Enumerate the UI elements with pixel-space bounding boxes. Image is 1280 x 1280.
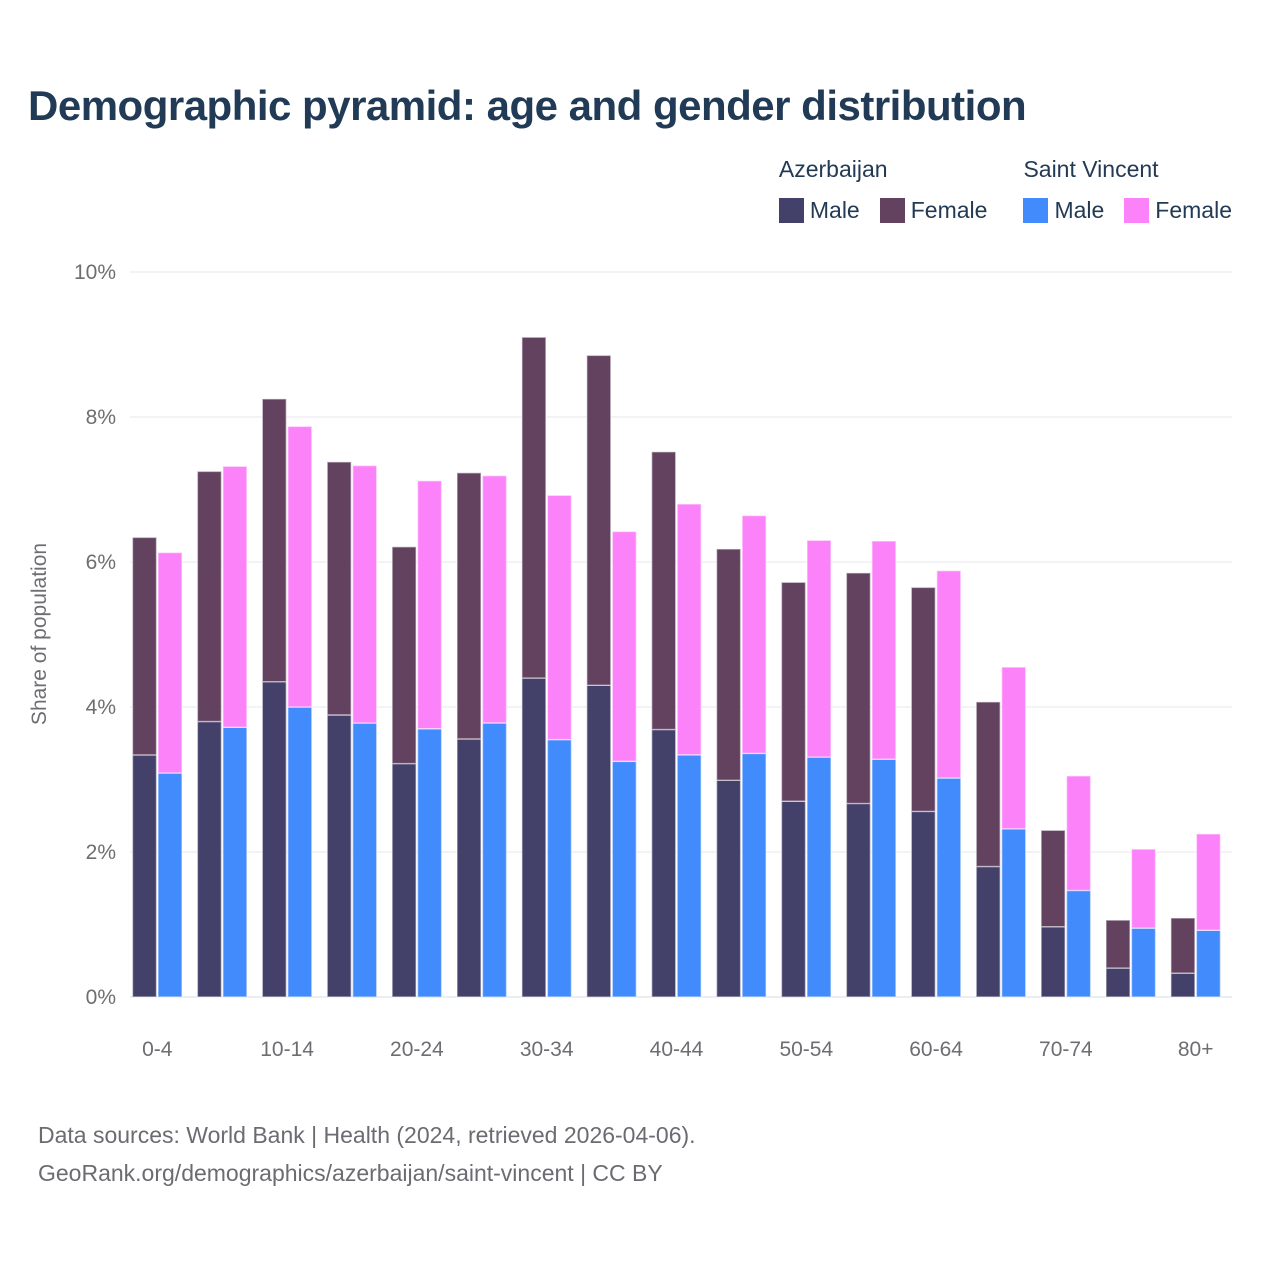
legend-group-title-saint-vincent: Saint Vincent (1023, 156, 1159, 182)
bar-segment-saint-vincent-female-75-79[interactable] (1132, 849, 1156, 928)
bar-segment-azerbaijan-male-25-29[interactable] (457, 739, 481, 997)
bar-segment-azerbaijan-male-15-19[interactable] (327, 715, 351, 997)
chart-title: Demographic pyramid: age and gender distribution (28, 82, 1027, 129)
bar-segment-saint-vincent-male-20-24[interactable] (418, 729, 442, 997)
bar-segment-saint-vincent-male-70-74[interactable] (1067, 890, 1091, 997)
x-tick-label-40-44: 40-44 (649, 1038, 704, 1061)
bar-segment-azerbaijan-male-50-54[interactable] (782, 801, 806, 997)
bar-segment-azerbaijan-female-5-9[interactable] (197, 471, 221, 721)
bar-segment-azerbaijan-male-70-74[interactable] (1041, 927, 1065, 997)
y-axis-title: Share of population (28, 542, 51, 726)
bar-segment-azerbaijan-female-70-74[interactable] (1041, 830, 1065, 926)
bar-segment-saint-vincent-female-0-4[interactable] (158, 553, 182, 773)
legend-label-saint-vincent-female: Female (1155, 197, 1232, 223)
bar-segment-saint-vincent-female-35-39[interactable] (612, 532, 636, 762)
x-tick-label-80-: 80+ (1177, 1038, 1214, 1061)
bar-segment-azerbaijan-female-35-39[interactable] (587, 355, 611, 685)
bar-segment-saint-vincent-female-15-19[interactable] (353, 466, 377, 723)
y-tick-label-0pct: 0% (85, 986, 116, 1009)
bar-segment-azerbaijan-male-35-39[interactable] (587, 685, 611, 997)
bar-segment-saint-vincent-male-45-49[interactable] (742, 753, 766, 997)
bar-segment-azerbaijan-female-45-49[interactable] (717, 549, 741, 780)
legend-group-title-azerbaijan: Azerbaijan (778, 156, 888, 182)
bar-segment-azerbaijan-female-20-24[interactable] (392, 547, 416, 764)
bar-segment-saint-vincent-male-25-29[interactable] (483, 723, 507, 997)
bar-segment-saint-vincent-male-5-9[interactable] (223, 727, 247, 997)
bar-segment-saint-vincent-male-50-54[interactable] (807, 757, 831, 997)
x-tick-label-20-24: 20-24 (390, 1038, 444, 1061)
bar-segment-azerbaijan-male-20-24[interactable] (392, 764, 416, 998)
x-tick-label-60-64: 60-64 (909, 1038, 963, 1061)
bar-segment-azerbaijan-male-5-9[interactable] (197, 722, 221, 998)
bar-segment-saint-vincent-male-75-79[interactable] (1132, 928, 1156, 997)
y-tick-label-6pct: 6% (85, 551, 116, 574)
bar-segment-saint-vincent-female-20-24[interactable] (418, 481, 442, 729)
bar-segment-saint-vincent-male-0-4[interactable] (158, 773, 182, 997)
bar-segment-azerbaijan-male-10-14[interactable] (262, 682, 286, 997)
bar-segment-saint-vincent-male-30-34[interactable] (547, 740, 571, 997)
bar-segment-azerbaijan-male-30-34[interactable] (522, 678, 546, 997)
bar-segment-azerbaijan-female-80-[interactable] (1171, 918, 1195, 973)
y-tick-label-10pct: 10% (73, 261, 116, 284)
bar-segment-azerbaijan-female-65-69[interactable] (976, 702, 1000, 867)
bar-segment-saint-vincent-male-40-44[interactable] (677, 755, 701, 997)
bar-segment-saint-vincent-male-80-[interactable] (1196, 930, 1220, 997)
bar-segment-saint-vincent-female-50-54[interactable] (807, 540, 831, 757)
bar-segment-saint-vincent-female-45-49[interactable] (742, 516, 766, 754)
bar-segment-azerbaijan-male-60-64[interactable] (911, 811, 935, 997)
x-tick-label-0-4: 0-4 (142, 1038, 173, 1061)
x-tick-label-50-54: 50-54 (779, 1038, 834, 1061)
bar-segment-azerbaijan-female-30-34[interactable] (522, 337, 546, 678)
bar-segment-saint-vincent-female-10-14[interactable] (288, 426, 312, 707)
bar-segment-azerbaijan-male-55-59[interactable] (846, 803, 870, 997)
attribution-line: GeoRank.org/demographics/azerbaijan/saint-vincent | CC BY (38, 1160, 663, 1186)
bar-segment-azerbaijan-female-10-14[interactable] (262, 399, 286, 682)
bar-segment-saint-vincent-female-55-59[interactable] (872, 541, 896, 759)
bar-segment-saint-vincent-female-80-[interactable] (1196, 834, 1220, 930)
bar-segment-azerbaijan-female-40-44[interactable] (652, 452, 676, 730)
legend-label-saint-vincent-male: Male (1054, 197, 1105, 223)
bar-segment-saint-vincent-female-5-9[interactable] (223, 466, 247, 727)
y-tick-label-2pct: 2% (85, 841, 116, 864)
x-tick-label-10-14: 10-14 (260, 1038, 314, 1061)
bar-segment-saint-vincent-male-55-59[interactable] (872, 759, 896, 997)
bar-segment-saint-vincent-male-10-14[interactable] (288, 707, 312, 997)
legend-label-azerbaijan-female: Female (910, 197, 988, 223)
bar-segment-azerbaijan-female-60-64[interactable] (911, 587, 935, 811)
bar-segment-azerbaijan-female-50-54[interactable] (782, 582, 806, 801)
bar-segment-azerbaijan-female-0-4[interactable] (133, 537, 157, 755)
x-tick-label-70-74: 70-74 (1039, 1038, 1093, 1061)
bar-segment-saint-vincent-female-40-44[interactable] (677, 504, 701, 755)
bar-segment-azerbaijan-male-0-4[interactable] (133, 755, 157, 997)
legend-label-azerbaijan-male: Male (809, 197, 860, 223)
bar-segment-saint-vincent-female-70-74[interactable] (1067, 776, 1091, 891)
y-tick-label-4pct: 4% (85, 696, 116, 719)
bar-segment-azerbaijan-male-45-49[interactable] (717, 780, 741, 997)
bar-segment-azerbaijan-male-40-44[interactable] (652, 730, 676, 998)
bar-segment-azerbaijan-female-15-19[interactable] (327, 462, 351, 715)
bar-segment-saint-vincent-male-35-39[interactable] (612, 761, 636, 997)
bar-segment-azerbaijan-male-65-69[interactable] (976, 867, 1000, 998)
bar-segment-azerbaijan-male-80-[interactable] (1171, 973, 1195, 997)
bar-segment-azerbaijan-female-25-29[interactable] (457, 473, 481, 739)
y-tick-label-8pct: 8% (85, 406, 116, 429)
bar-segment-azerbaijan-female-55-59[interactable] (846, 573, 870, 804)
bar-segment-azerbaijan-male-75-79[interactable] (1106, 968, 1130, 997)
bar-segment-saint-vincent-female-60-64[interactable] (937, 571, 961, 778)
bar-segment-saint-vincent-male-60-64[interactable] (937, 778, 961, 997)
bar-segment-saint-vincent-female-65-69[interactable] (1002, 667, 1026, 829)
x-tick-label-30-34: 30-34 (519, 1038, 574, 1061)
bar-segment-saint-vincent-female-25-29[interactable] (483, 476, 507, 723)
bar-segment-azerbaijan-female-75-79[interactable] (1106, 920, 1130, 968)
chart-footer (38, 1116, 696, 1192)
data-source-line: Data sources: World Bank | Health (2024, retrieved 2026-04-06). (38, 1122, 696, 1148)
bar-segment-saint-vincent-female-30-34[interactable] (547, 495, 571, 739)
bar-segment-saint-vincent-male-15-19[interactable] (353, 723, 377, 997)
bar-segment-saint-vincent-male-65-69[interactable] (1002, 829, 1026, 997)
